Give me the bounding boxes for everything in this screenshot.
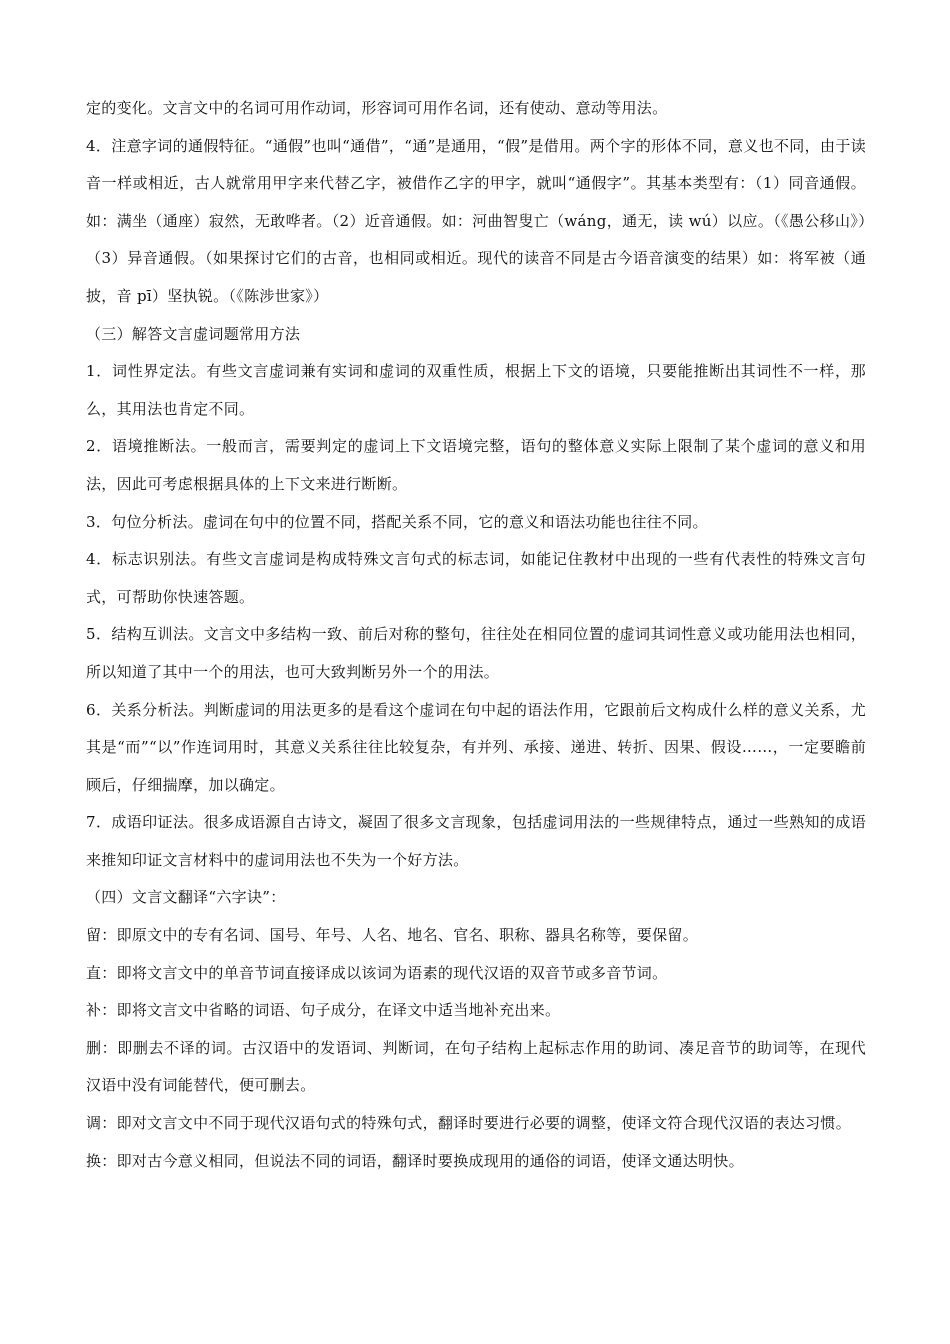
paragraph-direct: 直：即将文言文中的单音节词直接译成以该词为语素的现代汉语的双音节或多音节词。 [86, 963, 668, 982]
paragraph-tongjia: 4．注意字词的通假特征。“通假”也叫“通借”，“通”是通用，“假”是借用。两个字的形体不同，意义也不同，由于读音一样或相近，古人就常用甲字来代替乙字，被借作乙字的甲字，就叫“通假字”。其基本类型有：（1）同音通假。如：满坐（通座）寂然，无敢哗者。（2）近音通假。如：河曲智叟亡（wáng，通无，读 wú）以应。（《愚公移山》）（3）异音通假。（如果探讨它们的古音，也相同或相近。现代的读音不同是古今语音演变的结果）如：将军被（通披，音 pī）坚执锐。（《陈涉世家》） [86, 136, 866, 305]
document-page [86, 90, 866, 1180]
section-heading-translation: （四）文言文翻译“六字诀”： [86, 888, 286, 907]
paragraph-word-class-change: 定的变化。文言文中的名词可用作动词，形容词可用作名词，还有使动、意动等用法。 [86, 99, 668, 117]
paragraph-method-3: 3．句位分析法。虚词在句中的位置不同，搭配关系不同，它的意义和语法功能也往往不同。 [86, 512, 708, 531]
paragraph-method-5: 5．结构互训法。文言文中多结构一致、前后对称的整句，往往处在相同位置的虚词其词性意义或功能用法也相同，所以知道了其中一个的用法，也可大致判断另外一个的用法。 [86, 625, 866, 681]
paragraph-method-7: 7．成语印证法。很多成语源自古诗文，凝固了很多文言现象，包括虚词用法的一些规律特点，通过一些熟知的成语来推知印证文言材料中的虚词用法也不失为一个好方法。 [86, 813, 866, 869]
paragraph-replace: 换：即对古今意义相同，但说法不同的词语，翻译时要换成现用的通俗的词语，使译文通达明快。 [86, 1151, 744, 1170]
section-heading-function-words: （三）解答文言虚词题常用方法 [86, 324, 301, 343]
paragraph-supplement: 补：即将文言文中省略的词语、句子成分，在译文中适当地补充出来。 [86, 1001, 561, 1020]
paragraph-adjust: 调：即对文言文中不同于现代汉语句式的特殊句式，翻译时要进行必要的调整，使译文符合现代汉语的表达习惯。 [86, 1114, 852, 1133]
paragraph-method-2: 2．语境推断法。一般而言，需要判定的虚词上下文语境完整，语句的整体意义实际上限制了某个虚词的意义和用法，因此可考虑根据具体的上下文来进行断断。 [86, 437, 866, 493]
paragraph-method-4: 4．标志识别法。有些文言虚词是构成特殊文言句式的标志词，如能记住教材中出现的一些有代表性的特殊文言句式，可帮助你快速答题。 [86, 550, 866, 606]
paragraph-delete: 删：即删去不译的词。古汉语中的发语词、判断词，在句子结构上起标志作用的助词、凑足音节的助词等，在现代汉语中没有词能替代，便可删去。 [86, 1038, 866, 1095]
paragraph-method-1: 1．词性界定法。有些文言虚词兼有实词和虚词的双重性质，根据上下文的语境，只要能推断出其词性不一样，那么，其用法也肯定不同。 [86, 362, 866, 418]
paragraph-method-6: 6．关系分析法。判断虚词的用法更多的是看这个虚词在句中起的语法作用，它跟前后文构成什么样的意义关系，尤其是“而”“以”作连词用时，其意义关系往往比较复杂，有并列、承接、递进、转折、因果、假设……，一定要瞻前顾后，仔细揣摩，加以确定。 [86, 700, 866, 794]
paragraph-keep: 留：即原文中的专有名词、国号、年号、人名、地名、官名、职称、器具名称等，要保留。 [86, 926, 699, 945]
